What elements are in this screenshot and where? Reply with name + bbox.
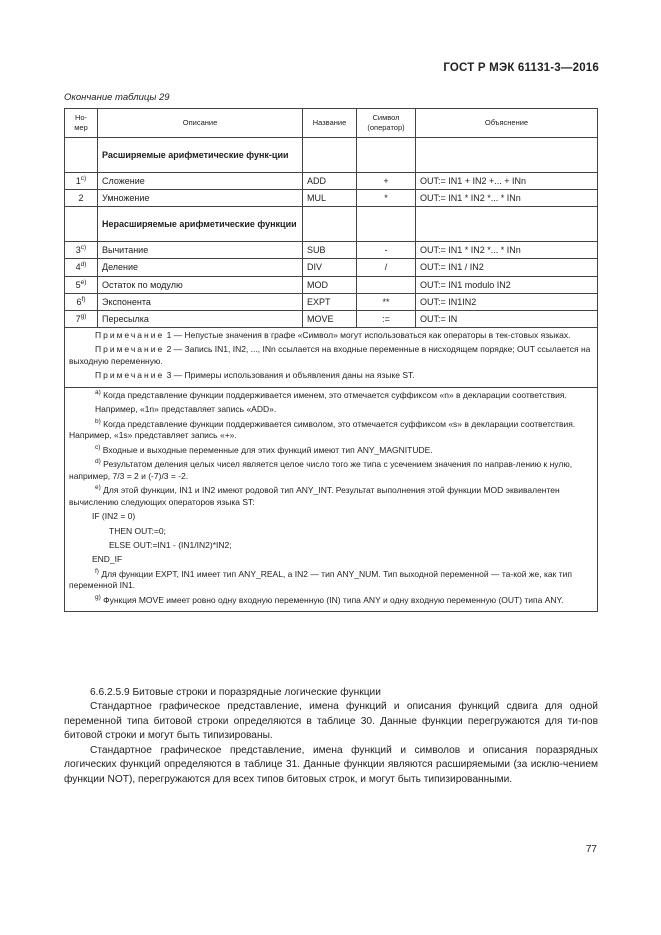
group-row bbox=[65, 207, 598, 242]
table-row bbox=[65, 259, 598, 276]
notes-cell bbox=[65, 327, 598, 387]
row-description: Экспонента bbox=[98, 293, 303, 310]
note-1: Примечание 1 — Непустые значения в графе «Символ» могут использоваться как операторы в тек-стовых языках. bbox=[95, 329, 571, 340]
row-symbol: - bbox=[357, 242, 416, 259]
page-number: 77 bbox=[585, 844, 597, 855]
code-line-3: ELSE OUT:=IN1 - (IN1/IN2)*IN2; bbox=[109, 540, 232, 551]
table-row bbox=[65, 190, 598, 207]
row-number: 2 bbox=[78, 193, 84, 204]
footnotes-cell bbox=[65, 387, 598, 612]
row-symbol: / bbox=[357, 259, 416, 276]
row-footnote-mark: c) bbox=[80, 244, 87, 252]
row-footnote-mark: g) bbox=[80, 312, 87, 320]
row-name: MOD bbox=[303, 276, 357, 293]
row-footnote-mark: f) bbox=[81, 295, 86, 303]
row-footnote-mark: c) bbox=[80, 175, 87, 182]
group-row bbox=[65, 138, 598, 173]
row-description: Деление bbox=[98, 259, 303, 276]
standard-header: ГОСТ Р МЭК 61131-3—2016 bbox=[443, 62, 599, 74]
row-name: DIV bbox=[303, 259, 357, 276]
footnote-f: $^{f)}$ Для функции EXPT, IN1 имеет тип ANY_REAL, а IN2 — тип ANY_NUM. Тип выходной переменной — та-кой же, как тип переменной IN1. bbox=[69, 568, 572, 591]
col-number: Но-мер bbox=[65, 109, 98, 138]
footnote-c: $^{c)}$ Входные и выходные переменные для этих функций имеют тип ANY_MAGNITUDE. bbox=[95, 443, 433, 455]
row-number: 5 bbox=[75, 279, 81, 290]
body-paragraph-2: Стандартное графическое представление, имена функций и символов и описания поразрядных логических функций определяются в таблице 31. Данные функции являются расширяемыми (за исклю-чением функции NOT), перегружаются для всех типов битовых строк, и могут быть типизированными. bbox=[64, 744, 598, 785]
body-text bbox=[64, 686, 598, 787]
row-symbol bbox=[357, 276, 416, 293]
row-name: SUB bbox=[303, 242, 357, 259]
footnote-g: $^{g)}$ Функция MOVE имеет ровно одну входную переменную (IN) типа ANY и одну входную переменную (OUT) типа ANY. bbox=[95, 594, 564, 605]
code-line-2: THEN OUT:=0; bbox=[109, 525, 166, 536]
row-number: 3 bbox=[75, 245, 81, 256]
table-row bbox=[65, 310, 598, 327]
footnotes-row bbox=[65, 387, 598, 612]
row-number: 4 bbox=[75, 262, 81, 273]
section-heading: 6.6.2.5.9 Битовые строки и поразрядные логические функции bbox=[90, 687, 381, 698]
group-title: Нерасширяемые арифметические функции bbox=[98, 207, 303, 242]
row-name: MUL bbox=[303, 190, 357, 207]
row-number: 6 bbox=[76, 296, 82, 307]
table-caption: Окончание таблицы 29 bbox=[64, 92, 170, 103]
code-line-4: END_IF bbox=[92, 554, 123, 565]
row-number: 7 bbox=[75, 313, 81, 324]
row-name: EXPT bbox=[303, 293, 357, 310]
row-description: Вычитание bbox=[98, 242, 303, 259]
code-line-1: IF (IN2 = 0) bbox=[92, 511, 136, 522]
row-explanation: OUT:= IN1 / IN2 bbox=[416, 259, 598, 276]
row-explanation: OUT:= IN bbox=[416, 310, 598, 327]
group-title: Расширяемые арифметические функ-ции bbox=[98, 138, 303, 173]
notes-row bbox=[65, 327, 598, 387]
row-symbol: ** bbox=[357, 293, 416, 310]
table-row bbox=[65, 242, 598, 259]
col-symbol: Символ (оператор) bbox=[357, 109, 416, 138]
row-footnote-mark: d) bbox=[80, 261, 87, 269]
row-number: 1 bbox=[75, 176, 81, 186]
row-description: Остаток по модулю bbox=[98, 276, 303, 293]
col-explanation: Объяснение bbox=[416, 109, 598, 138]
col-description: Описание bbox=[98, 109, 303, 138]
row-name: ADD bbox=[303, 173, 357, 190]
row-symbol: + bbox=[357, 173, 416, 190]
row-explanation: OUT:= IN1 + IN2 +... + INn bbox=[416, 173, 598, 190]
row-explanation: OUT:= IN1 * IN2 *... * INn bbox=[416, 242, 598, 259]
table-row bbox=[65, 276, 598, 293]
table-header-row bbox=[65, 109, 598, 138]
footnote-b: $^{b)}$ Когда представление функции поддерживается символом, это отмечается суффиксом «s» в декларации соответствия. Например, «1s» представляет запись «+». bbox=[69, 417, 576, 441]
row-explanation: OUT:= IN1IN2 bbox=[416, 293, 598, 310]
row-name: MOVE bbox=[303, 310, 357, 327]
table-row bbox=[65, 173, 598, 190]
footnote-e: $^{e)}$ Для этой функции, IN1 и IN2 имеют родовой тип ANY_INT. Результат выполнения этой функции MOD эквивалентен вычислению следующих операторов языка ST: bbox=[69, 484, 560, 507]
row-explanation: OUT:= IN1 * IN2 *... * INn bbox=[416, 190, 598, 207]
row-footnote-mark: e) bbox=[80, 278, 87, 286]
footnote-a: $^{a)}$ Когда представление функции поддерживается именем, это отмечается суффиксом «n» в декларации соответствия. bbox=[95, 389, 567, 400]
row-explanation: OUT:= IN1 modulo IN2 bbox=[416, 276, 598, 293]
row-description: Пересылка bbox=[98, 310, 303, 327]
col-name: Название bbox=[303, 109, 357, 138]
row-description: Сложение bbox=[98, 173, 303, 190]
functions-table bbox=[64, 108, 598, 612]
row-description: Умножение bbox=[98, 190, 303, 207]
footnote-d: $^{d)}$ Результатом деления целых чисел является целое число того же типа с усечением значения по направ-лению к нулю, например, 7/3 = 2 и (-7)/3 = -2. bbox=[69, 458, 573, 481]
row-symbol: := bbox=[357, 310, 416, 327]
row-symbol: * bbox=[357, 190, 416, 207]
table-row bbox=[65, 293, 598, 310]
note-2: Примечание 2 — Запись IN1, IN2, ..., INn ссылается на входные переменные в нисходящем порядке; OUT ссылается на выходную переменную. bbox=[69, 344, 591, 366]
note-3: Примечание 3 — Примеры использования и объявления даны на языке ST. bbox=[95, 370, 415, 381]
footnote-a-example: Например, «1n» представляет запись «ADD». bbox=[95, 404, 277, 415]
body-paragraph-1: Стандартное графическое представление, имена функций и описания функций сдвига для одной переменной типа битовой строки определяются в таблице 30. Данные функции перегружаются для ти-пов битовой строки и могут быть типизированы. bbox=[64, 701, 598, 742]
